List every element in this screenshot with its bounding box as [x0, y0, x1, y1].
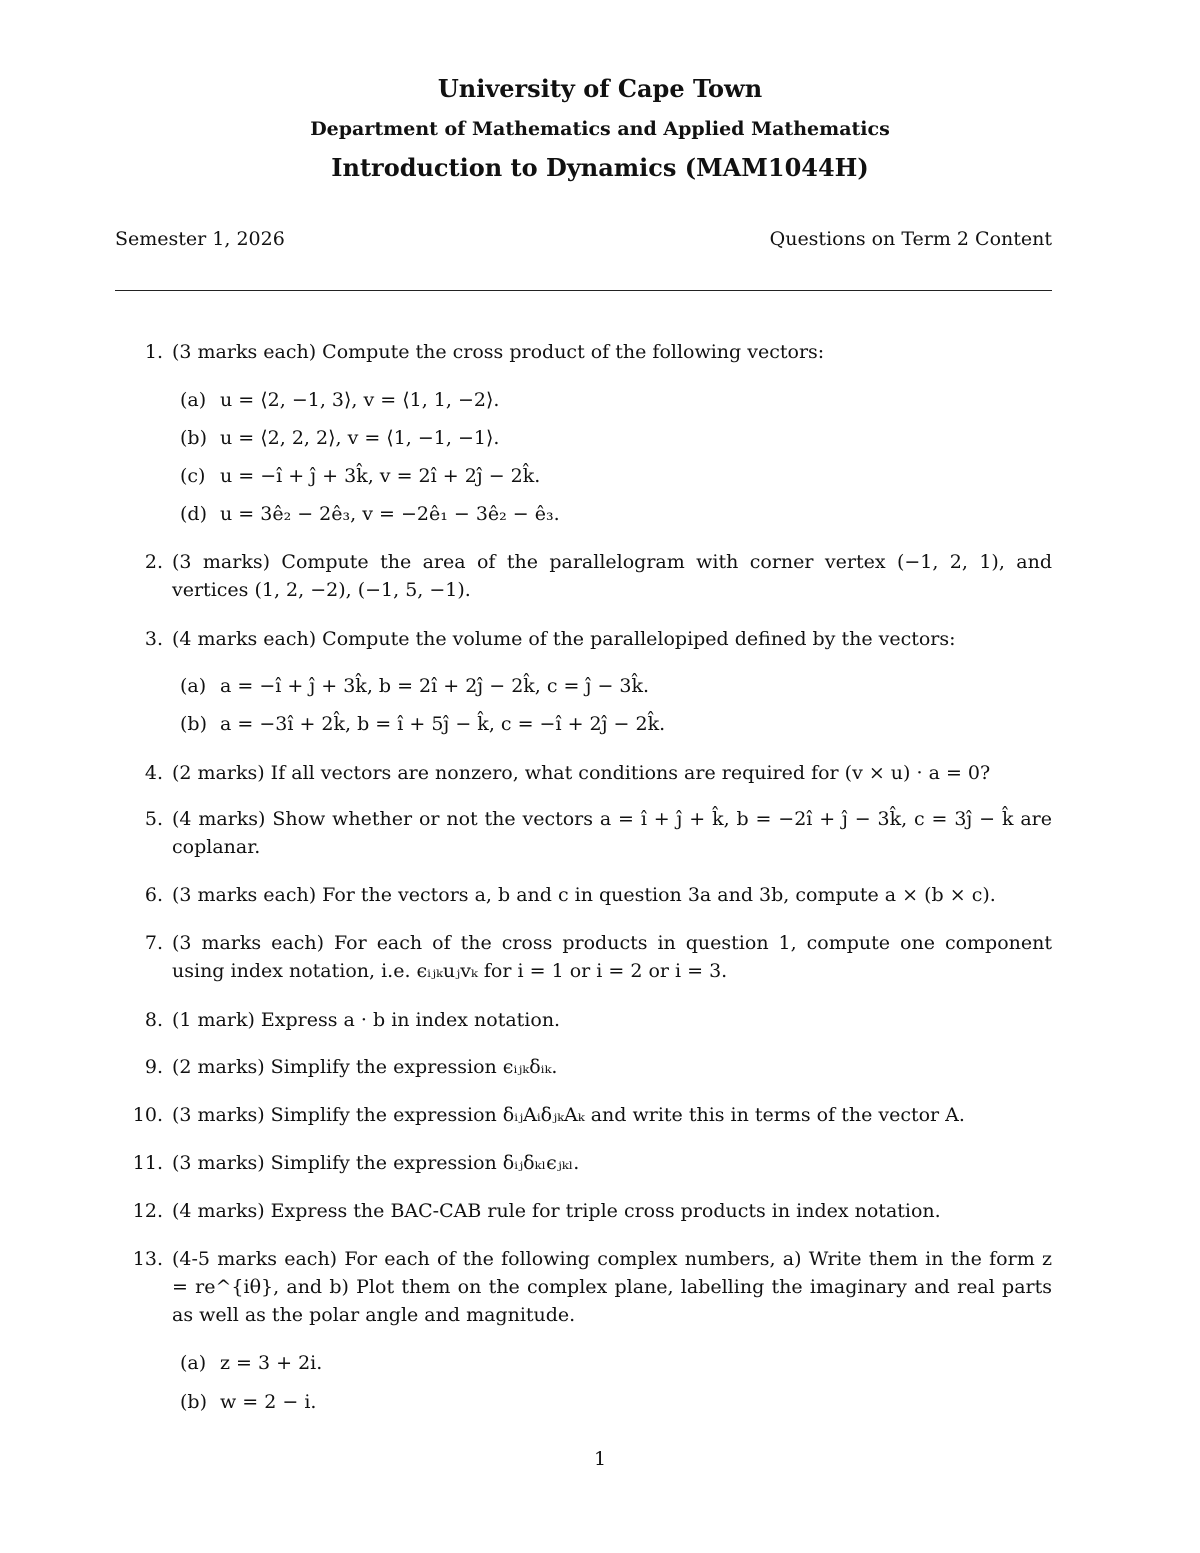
question-7	[115, 929, 1052, 985]
question-number: 5.	[144, 808, 163, 830]
question-text: (4 marks each) Compute the volume of the parallelopiped defined by the vectors:	[172, 628, 956, 650]
question-11	[115, 1149, 1052, 1177]
question-number: 2.	[144, 551, 163, 573]
part-text: a = −î + ĵ + 3k̂, b = 2î + 2ĵ − 2k̂, c = ĵ − 3k̂.	[220, 675, 650, 697]
question-4	[115, 759, 1052, 787]
question-number: 3.	[144, 628, 163, 650]
question-text: (3 marks each) Compute the cross product of the following vectors:	[172, 341, 825, 363]
question-1	[115, 338, 1052, 366]
question-number: 12.	[132, 1200, 163, 1222]
question-13	[115, 1245, 1052, 1329]
question-10	[115, 1101, 1052, 1129]
question-1b	[180, 424, 499, 452]
header-divider	[115, 290, 1052, 291]
question-text: (1 mark) Express a · b in index notation.	[172, 1009, 561, 1031]
question-number: 9.	[144, 1056, 163, 1078]
part-label: (d)	[180, 503, 207, 525]
question-13b	[180, 1388, 316, 1416]
department-name: Department of Mathematics and Applied Mathematics	[310, 118, 890, 140]
semester-label: Semester 1, 2026	[115, 228, 285, 250]
part-text: a = −3î + 2k̂, b = î + 5ĵ − k̂, c = −î + 2ĵ − 2k̂.	[220, 713, 666, 735]
question-text: (3 marks) Compute the area of the parallelogram with corner vertex (−1, 2, 1), and vertices (1, 2, −2), (−1, 5, −1).	[172, 551, 1052, 601]
question-12	[115, 1197, 1052, 1225]
part-label: (b)	[180, 713, 207, 735]
question-text: (4-5 marks each) For each of the following complex numbers, a) Write them in the form z = re^{iθ}, and b) Plot them on the complex plane, labelling the imaginary and real parts as well as the polar angle and magnitude.	[172, 1248, 1052, 1326]
question-text: (3 marks) Simplify the expression δᵢⱼδₖₗϵⱼₖₗ.	[172, 1152, 580, 1174]
university-name: University of Cape Town	[437, 74, 763, 103]
question-text: (4 marks) Show whether or not the vectors a = î + ĵ + k̂, b = −2î + ĵ − 3k̂, c = 3ĵ − k̂ are coplanar.	[172, 808, 1052, 858]
part-text: u = ⟨2, −1, 3⟩, v = ⟨1, 1, −2⟩.	[220, 389, 500, 411]
part-label: (b)	[180, 427, 207, 449]
question-text: (2 marks) If all vectors are nonzero, what conditions are required for (v × u) · a = 0?	[172, 762, 991, 784]
part-label: (b)	[180, 1391, 207, 1413]
question-number: 10.	[132, 1104, 163, 1126]
course-title: Introduction to Dynamics (MAM1044H)	[331, 153, 869, 182]
part-text: w = 2 − i.	[220, 1391, 317, 1413]
page-number: 1	[593, 1448, 607, 1470]
question-number: 13.	[132, 1248, 163, 1270]
question-text: (2 marks) Simplify the expression ϵᵢⱼₖδᵢₖ.	[172, 1056, 558, 1078]
part-label: (a)	[180, 1352, 207, 1374]
question-text: (3 marks each) For each of the cross products in question 1, compute one component using index notation, i.e. ϵᵢⱼₖuⱼvₖ for i = 1 or i = 2 or i = 3.	[172, 932, 1052, 982]
part-label: (c)	[180, 465, 206, 487]
part-label: (a)	[180, 675, 207, 697]
part-text: u = ⟨2, 2, 2⟩, v = ⟨1, −1, −1⟩.	[220, 427, 500, 449]
question-3b	[180, 710, 665, 738]
question-number: 8.	[144, 1009, 163, 1031]
part-text: u = 3ê₂ − 2ê₃, v = −2ê₁ − 3ê₂ − ê₃.	[220, 503, 560, 525]
question-8	[115, 1006, 1052, 1034]
term-label: Questions on Term 2 Content	[769, 228, 1052, 250]
question-number: 11.	[132, 1152, 163, 1174]
question-13a	[180, 1349, 322, 1377]
question-2	[115, 548, 1052, 604]
question-text: (3 marks) Simplify the expression δᵢⱼAᵢδⱼₖAₖ and write this in terms of the vector A.	[172, 1104, 965, 1126]
question-6	[115, 881, 1052, 909]
question-number: 7.	[144, 932, 163, 954]
question-text: (3 marks each) For the vectors a, b and c in question 3a and 3b, compute a × (b × c).	[172, 884, 996, 906]
part-text: z = 3 + 2i.	[220, 1352, 323, 1374]
question-number: 6.	[144, 884, 163, 906]
part-text: u = −î + ĵ + 3k̂, v = 2î + 2ĵ − 2k̂.	[220, 465, 541, 487]
part-label: (a)	[180, 389, 207, 411]
question-1c	[180, 462, 540, 490]
question-number: 1.	[144, 341, 163, 363]
question-5	[115, 805, 1052, 861]
question-3	[115, 625, 1052, 653]
question-3a	[180, 672, 649, 700]
question-1d	[180, 500, 560, 528]
question-number: 4.	[144, 762, 163, 784]
question-text: (4 marks) Express the BAC-CAB rule for triple cross products in index notation.	[172, 1200, 941, 1222]
question-1a	[180, 386, 499, 414]
question-9	[115, 1053, 1052, 1081]
